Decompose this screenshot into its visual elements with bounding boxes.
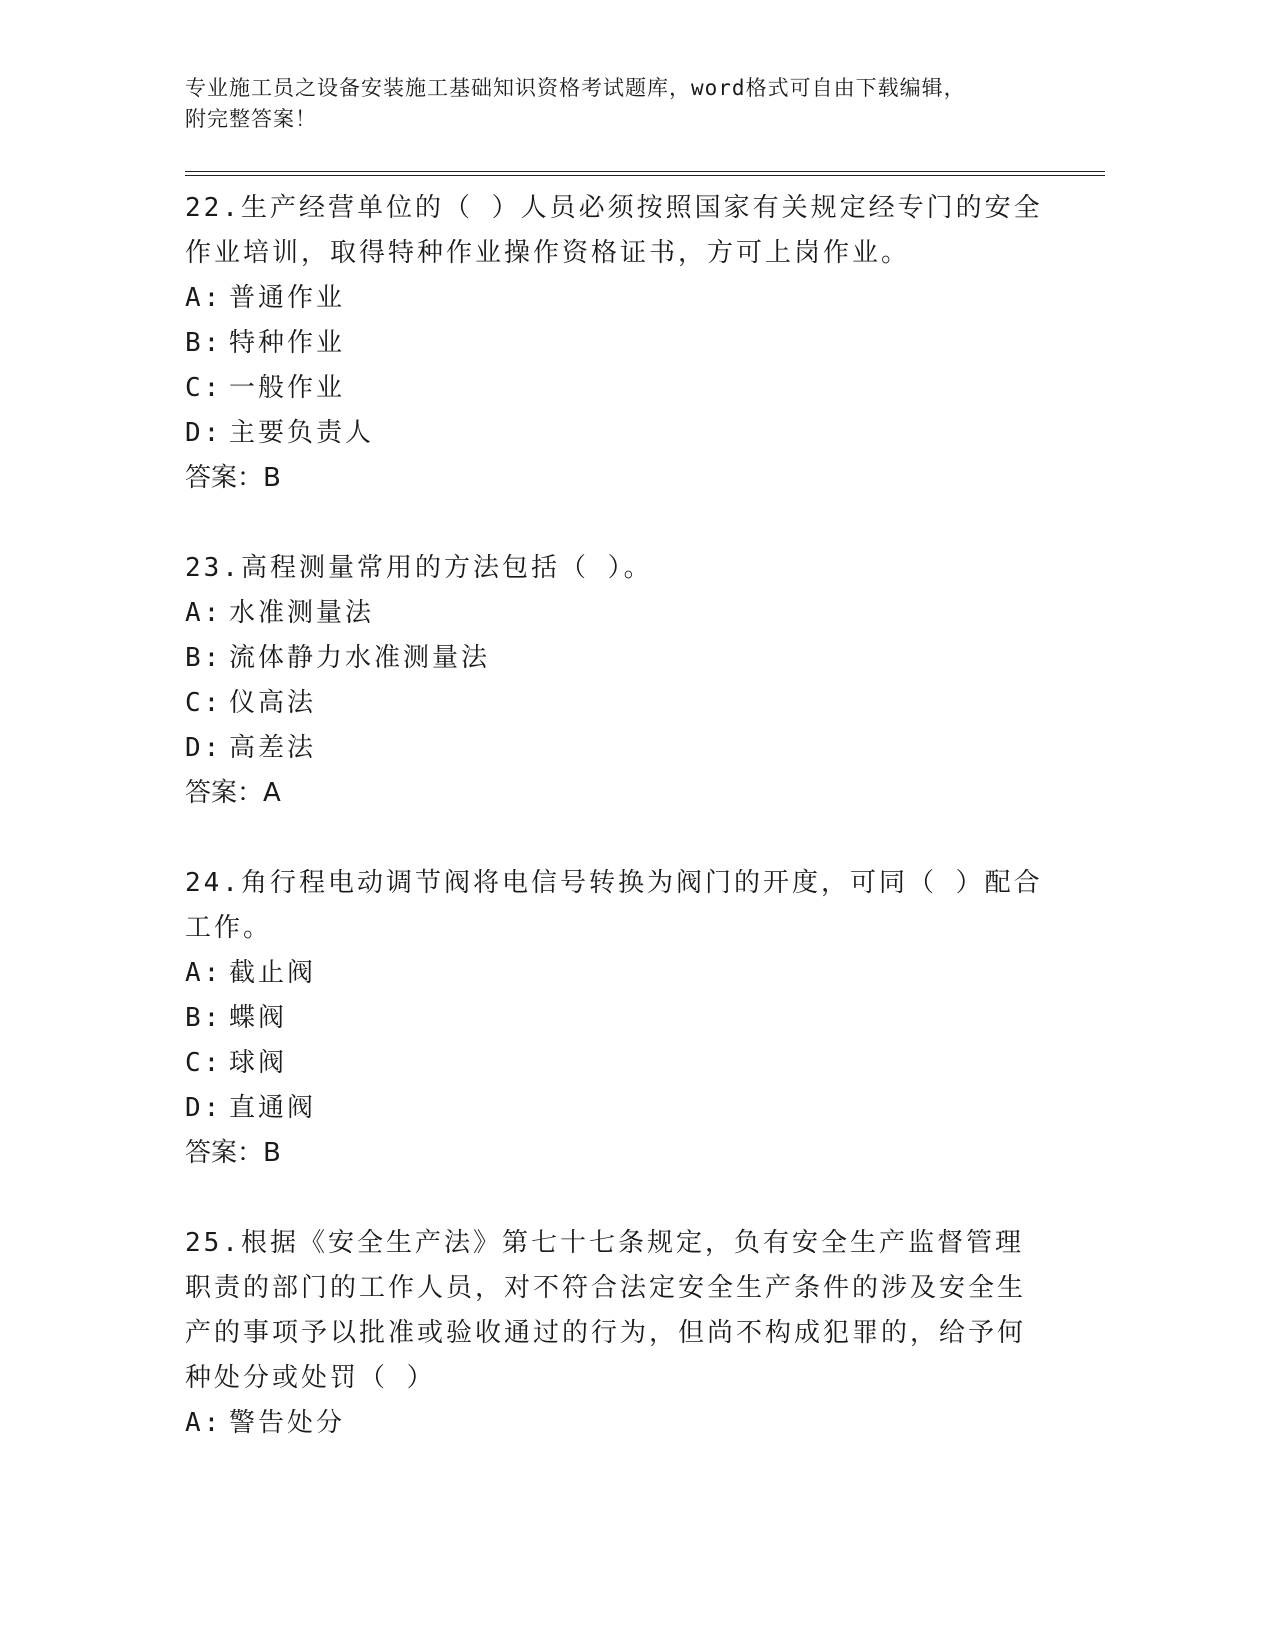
option-b [185,636,1105,681]
option-c [185,1041,1105,1086]
option-b [185,996,1105,1041]
option-a [185,951,1105,996]
option-key: A: [185,283,223,313]
option-c [185,681,1105,726]
option-text: 高差法 [229,733,317,763]
option-d [185,1086,1105,1131]
option-key: A: [185,958,223,988]
option-text: 一般作业 [229,373,346,403]
answer-line: 答案：B [185,1138,281,1168]
spacer [185,1176,1105,1221]
option-key: B: [185,1003,223,1033]
answer-line: 答案：B [185,463,281,493]
option-text: 流体静力水准测量法 [229,643,491,673]
question-text: 25.根据《安全生产法》第七十七条规定，负有安全生产监督管理职责的部门的工作人员，对不符合法定安全生产条件的涉及安全生产的事项予以批准或验收通过的行为，但尚不构成犯罪的，给予何种处分或处罚（ ） [185,1228,1027,1393]
option-b [185,321,1105,366]
question-22 [185,186,1105,501]
question-23 [185,546,1105,816]
option-text: 普通作业 [229,283,346,313]
option-text: 仪高法 [229,688,317,718]
option-text: 蝶阀 [229,1003,288,1033]
option-key: D: [185,733,223,763]
option-text: 水准测量法 [229,598,375,628]
question-25 [185,1221,1105,1446]
question-text: 24.角行程电动调节阀将电信号转换为阀门的开度，可同（ ）配合工作。 [185,868,1043,943]
option-key: B: [185,643,223,673]
option-key: B: [185,328,223,358]
question-text: 22.生产经营单位的（ ）人员必须按照国家有关规定经专门的安全作业培训，取得特种作业操作资格证书，方可上岗作业。 [185,193,1043,268]
option-key: C: [185,373,223,403]
option-c [185,366,1105,411]
option-key: C: [185,688,223,718]
option-key: C: [185,1048,223,1078]
option-text: 特种作业 [229,328,346,358]
spacer [185,816,1105,861]
option-a [185,1401,1105,1446]
question-text: 23.高程测量常用的方法包括（ ）。 [185,553,653,583]
option-text: 警告处分 [229,1408,346,1438]
option-d [185,726,1105,771]
option-key: A: [185,1408,223,1438]
option-a [185,276,1105,321]
answer-line: 答案：A [185,778,281,808]
question-24 [185,861,1105,1176]
option-text: 直通阀 [229,1093,317,1123]
option-text: 主要负责人 [229,418,375,448]
option-key: A: [185,598,223,628]
option-text: 截止阀 [229,958,317,988]
header-divider [185,171,1105,176]
document-header [185,73,1105,135]
header-line-1: 专业施工员之设备安装施工基础知识资格考试题库，word格式可自由下载编辑， [185,76,966,100]
option-d [185,411,1105,456]
option-key: D: [185,1093,223,1123]
header-line-2: 附完整答案！ [185,107,317,131]
spacer [185,501,1105,546]
option-key: D: [185,418,223,448]
document-page [185,0,1105,1446]
option-a [185,591,1105,636]
option-text: 球阀 [229,1048,288,1078]
